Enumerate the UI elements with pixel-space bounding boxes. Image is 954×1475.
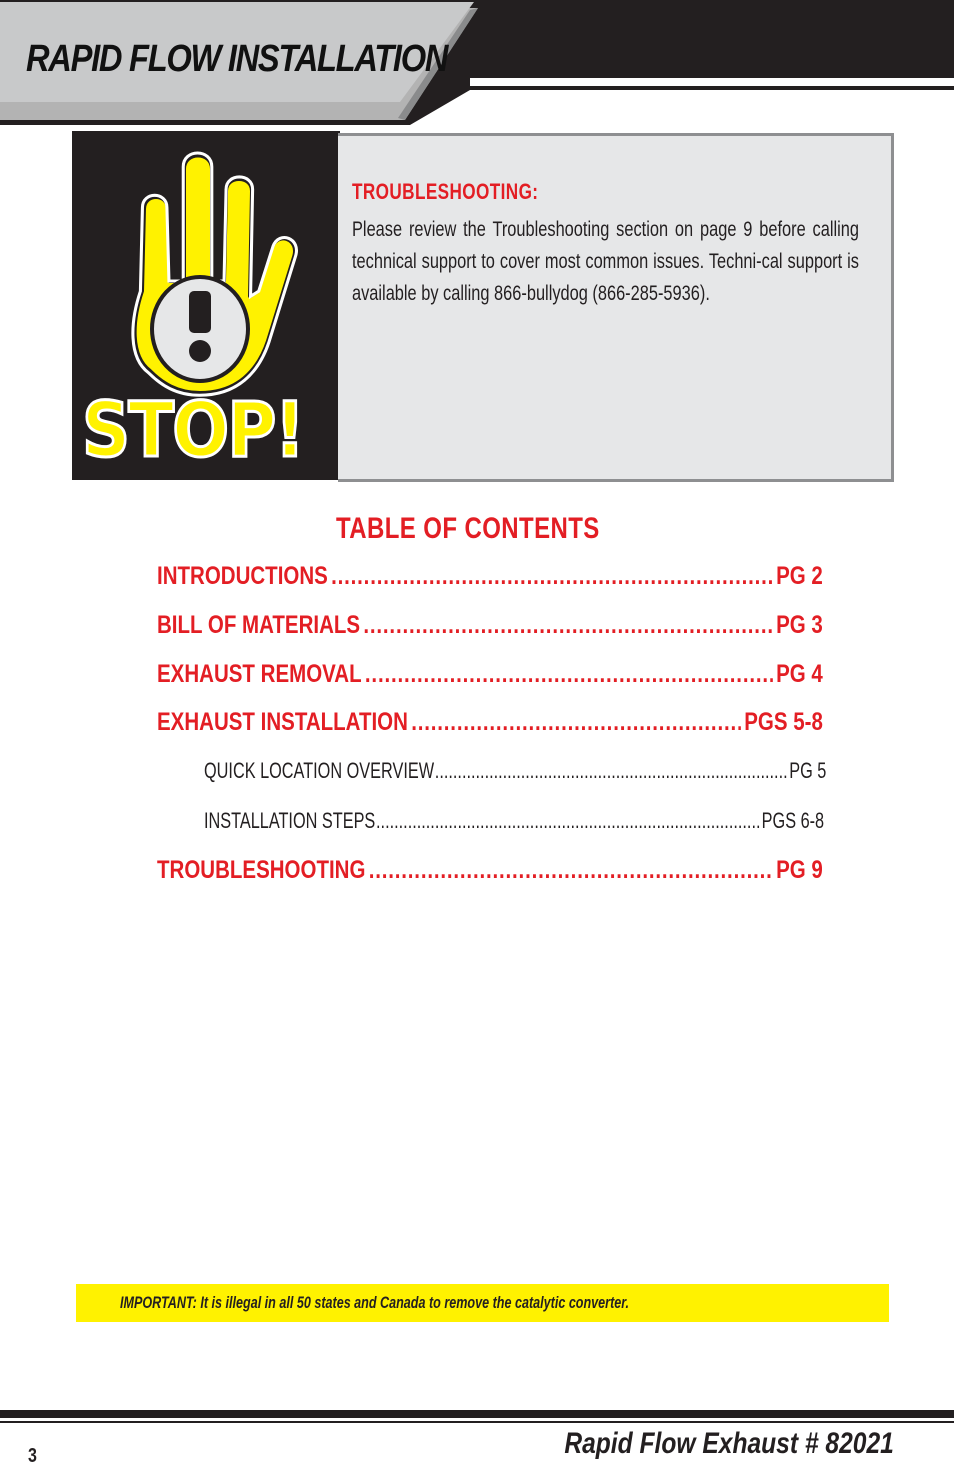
notice-heading: TROUBLESHOOTING: xyxy=(352,179,539,204)
notice-body: Please review the Troubleshooting section on page 9 before calling technical support to cover most common issues. Techni-cal support is available by calling 866-bullydog (866-285-5936). xyxy=(352,218,859,305)
stop-label: STOP! xyxy=(82,385,304,474)
footer-product-title: Rapid Flow Exhaust # 82021 xyxy=(564,1427,894,1460)
toc-leader xyxy=(363,611,772,640)
footer-rule xyxy=(0,1410,954,1418)
toc-entry-exhaust-installation[interactable]: EXHAUST INSTALLATION ..... PGS 5-8 xyxy=(157,708,824,740)
toc-leader xyxy=(376,808,761,834)
toc-subentry-quick-location[interactable]: QUICK LOCATION OVERVIEW ..... PG 5 xyxy=(204,758,826,788)
important-text: IMPORTANT: It is illegal in all 50 states and Canada to remove the catalytic converter. xyxy=(120,1293,629,1312)
toc-entry-bill-of-materials[interactable]: BILL OF MATERIALS ..... PG 3 xyxy=(157,611,824,643)
footer-rule-thin xyxy=(0,1421,954,1423)
toc-leader xyxy=(365,660,773,689)
toc-subentry-installation-steps[interactable]: INSTALLATION STEPS ..... PGS 6-8 xyxy=(204,808,824,838)
page-number: 3 xyxy=(28,1445,37,1467)
page-header xyxy=(0,0,954,125)
stop-warning-graphic xyxy=(72,131,340,480)
toc-leader xyxy=(331,562,773,591)
page-title: RAPID FLOW INSTALLATION xyxy=(26,38,448,80)
toc-leader xyxy=(369,856,773,885)
toc-entry-introductions[interactable]: INTRODUCTIONS ..... PG 2 xyxy=(157,562,824,594)
important-banner xyxy=(76,1284,889,1322)
toc-entry-troubleshooting[interactable]: TROUBLESHOOTING ..... PG 9 xyxy=(157,856,824,888)
toc-leader xyxy=(411,708,741,737)
troubleshooting-notice xyxy=(338,133,894,482)
toc-leader xyxy=(435,758,789,784)
toc-entry-exhaust-removal[interactable]: EXHAUST REMOVAL ..... PG 4 xyxy=(157,660,824,692)
toc-title: TABLE OF CONTENTS xyxy=(336,512,600,545)
